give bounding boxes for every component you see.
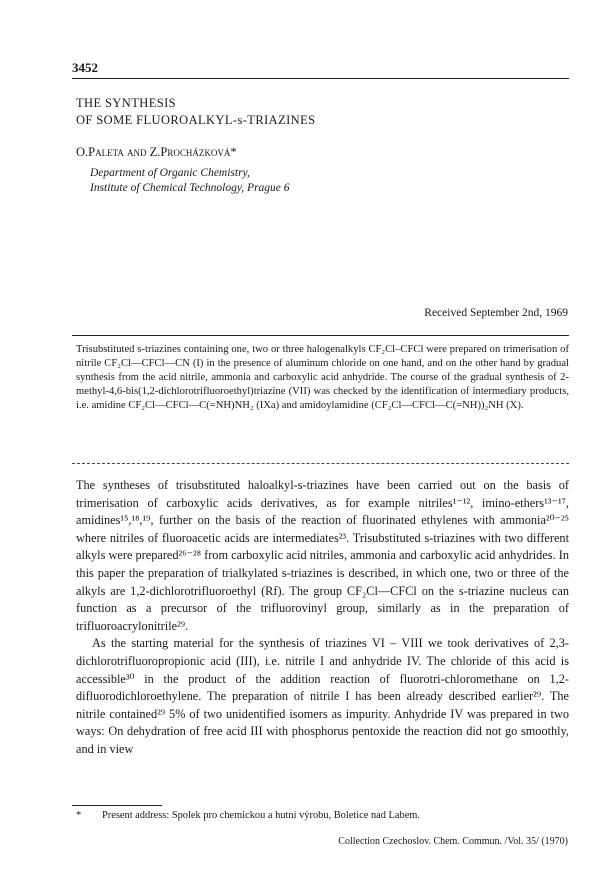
received-date: Received September 2nd, 1969 [424,307,568,319]
article-title [76,95,556,129]
footnote-mark: * [76,810,82,821]
title-line-1: THE SYNTHESIS [76,96,176,110]
body-paragraph-2: As the starting material for the synthesis of triazines VI – VIII we took derivatives of 2,3-dichlorotrifluoropropionic acid (III), i.e. nitrile I and anhydride IV. The chloride of this acid is accessible³⁰ in the product of the addition reaction of fluorotri-chloromethane on 1,2-difluorodichloroethylene. The preparation of nitrile I has been already described earlier²⁹. The nitrile contained²⁹ 5% of two unidentified isomers as impurity. Anhydride IV was prepared in two ways: On dehydration of free acid III with phosphorus pentoxide the reaction did not go smoothly, and in view [76,636,569,756]
footnote-text: Present address: Spolek pro chemickou a hutní výrobu, Boletice nad Labem. [102,810,420,821]
affiliation-line-2: Institute of Chemical Technology, Prague 6 [90,182,290,194]
abstract-rule-bottom [72,463,569,464]
affiliation [90,166,290,196]
affiliation-line-1: Department of Organic Chemistry, [90,167,250,179]
journal-footer: Collection Czechoslov. Chem. Commun. /Vol. 35/ (1970) [338,836,568,847]
title-line-2: OF SOME FLUOROALKYL-s-TRIAZINES [76,113,316,127]
body-text [76,477,569,759]
abstract-rule-top [72,335,569,336]
body-paragraph-1: The syntheses of trisubstituted haloalkyl-s-triazines have been carried out on the basis of trimerisation of carboxylic acids derivatives, as for example nitriles¹⁻¹², imino-ethers¹³⁻¹⁷, amidines¹⁵,¹⁸,¹⁹, further on the basis of the reaction of fluorinated ethylenes with ammonia²⁰⁻²⁵ where nitriles of fluoroacetic acids are intermediates²³. Trisubstituted s-triazines with two different alkyls were prepared²⁶⁻²⁸ from carboxylic acid nitriles, ammonia and carboxylic acid anhydrides. In this paper the preparation of trialkylated s-triazines is described, in which one, two or three of the alkyls are 1,2-dichlorotrifluoroethyl (Rf). The group CF₂Cl—CFCl on the s-triazine nucleus can function as a precursor of the trifluorovinyl group, similarly as in the preparation of trifluoroacrylonitrile²⁹. [76,478,569,633]
header-rule [72,78,569,79]
abstract: Trisubstituted s-triazines containing one, two or three halogenalkyls CF₂Cl–CFCl were prepared on trimerisation of nitrile CF₂Cl—CFCl—CN (I) in the presence of aluminum chloride on one hand, and on the other hand by gradual synthesis from the acid nitrile, ammonia and carboxylic acid anhydride. The course of the gradual synthesis of 2-methyl-4,6-bis(1,2-dichlorotrifluoroethyl)triazine (VII) was checked by the identification of intermediary products, i.e. amidine CF₂Cl—CFCl—C(=NH)NH₂ (IXa) and amidoylamidine (CF₂Cl—CFCl—C(=NH))₂NH (X). [76,344,569,411]
page-number: 3452 [72,60,98,75]
footnote-rule [72,805,162,806]
authors: O.Paleta and Z.Procházková* [76,145,237,159]
footnote [76,810,420,821]
